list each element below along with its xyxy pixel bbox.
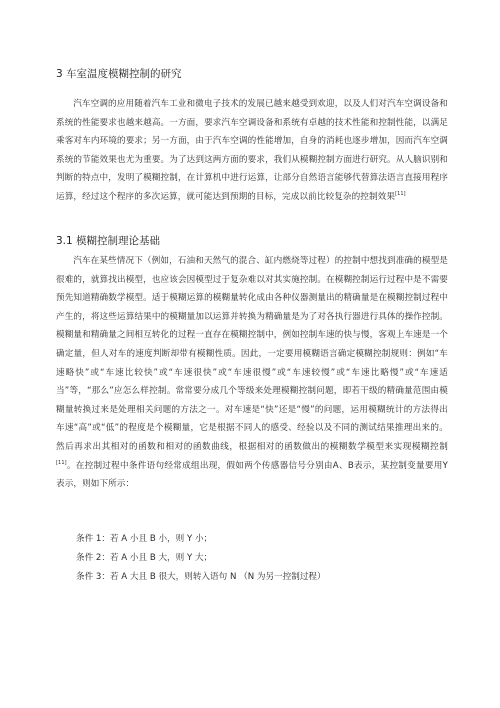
section-3-1-heading: 3.1 模糊控制理论基础 [56, 235, 161, 247]
citation-ref: [11] [395, 191, 406, 198]
section-3-1-body-tail: 。在控制过程中条件语句经常成组出现，假如两个传感器信号分别由A、B表示，某控制变量要用Y表示，则如下所示： [56, 460, 448, 490]
section-3-1-body-text: 汽车在某些情况下（例如，石油和天然气的混合、缸内燃烧等过程）的控制中想找到准确的模型是很难的，就算找出模型，也应该会因模型过于复杂难以对其实施控制。在模糊控制运行过程中是不需要预先知道精确数学模型。适于模糊运算的模糊量转化成由各种仪器测量出的精确量是在模糊控制过程中产生的，将这些运算结果中的模糊量加以运算并转换为精确量是为了对各执行器进行具体的操作控制。模糊量和精确量之间相互转化的过程一直存在模糊控制中，例如控制车速的快与慢，客观上车速是一个确定量，但人对车的速度判断却带有模糊性质。因此，一定要用模糊语言确定模糊控制规则：例如“车速略快”或“车速比较快”或“车速很快”或“车速很慢”或“车速较慢”或“车速比略慢”或“车速适当”等，“那么”应怎么样控制。常常要分成几个等级来处理模糊控制问题，即若干级的精确量范围由模糊量转换过来是处理相关问题的方法之一。对车速是“快”还是“慢”的问题，运用模糊统计的方法得出车速“高”或“低”的程度是个模糊量，它是根据不同人的感受、经验以及不同的测试结果推理出来的。然后再求出其相对的函数和相对的函数曲线，根据相对的函数做出的模糊数学模型来实现模糊控制 [56, 256, 448, 452]
condition-2: 条件 2：若 A 小且 B 大，则 Y 大； [76, 553, 213, 563]
condition-3: 条件 3：若 A 大且 B 很大，则转入语句 N （N 为另一控制过程） [76, 572, 326, 582]
section-3-body-text: 汽车空调的应用随着汽车工业和微电子技术的发展已越来越受到欢迎，以及人们对汽车空调设备和系统的性能要求也越来越高。一方面，要求汽车空调设备和系统有卓越的技术性能和控制性能，以满足乘客对车内环境的要求；另一方面，由于汽车空调的性能增加，自身的消耗也逐步增加，因而汽车空调系统的节能效果也尤为重要。为了达到这两方面的要求，我们从模糊控制方面进行研究。从人脑识别和判断的特点中，发明了模糊控制，在计算机中进行运算，让部分自然语言能够代替算法语言直接用程序运算，经过这个程序的多次运算，就可能达到预期的目标，完成以前比较复杂的控制效果 [56, 99, 448, 202]
citation-ref: [11] [56, 459, 67, 466]
section-3-paragraph [56, 95, 448, 207]
section-3-heading: 3 车室温度模糊控制的研究 [56, 68, 182, 80]
section-3-1-paragraph [56, 252, 448, 494]
condition-1: 条件 1：若 A 小且 B 小，则 Y 小； [76, 534, 213, 544]
